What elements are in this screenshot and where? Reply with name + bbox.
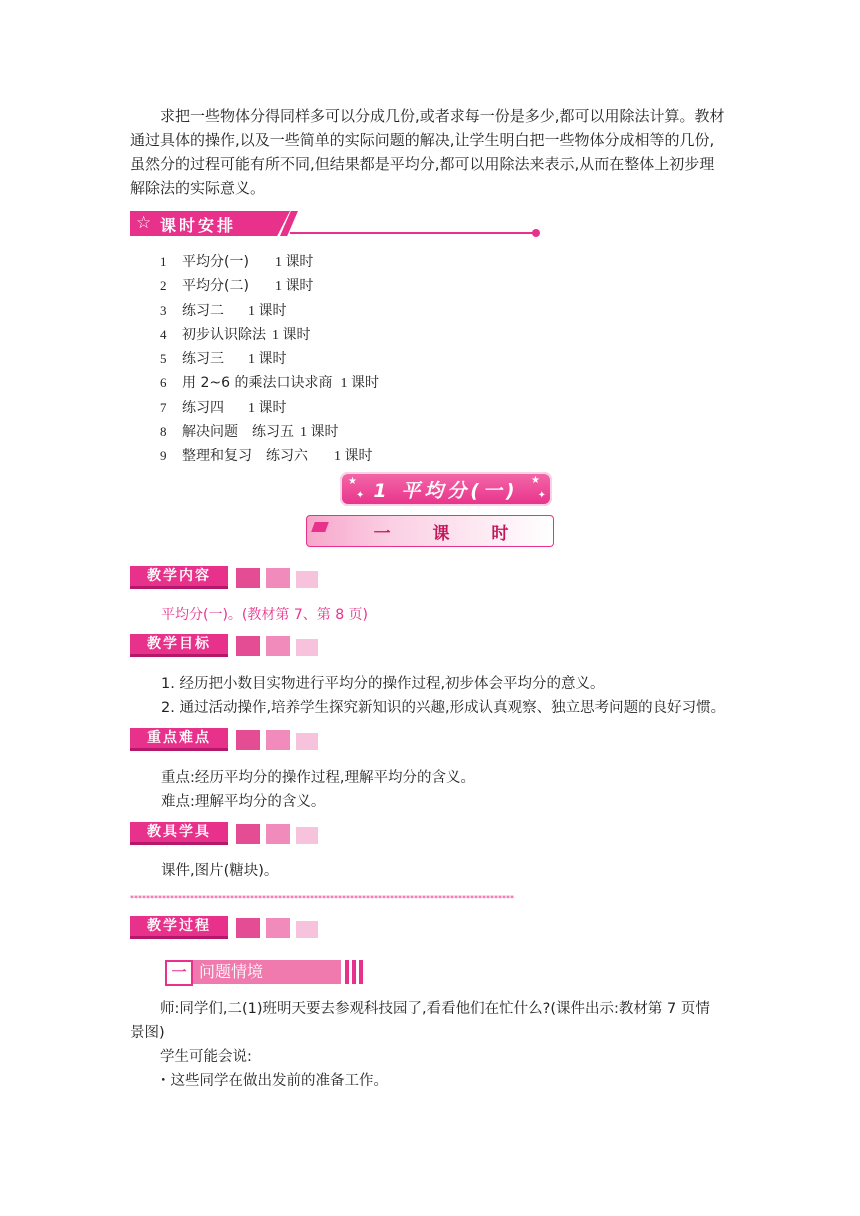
intro-line: 通过具体的操作,以及一些简单的实际问题的解决,让学生明白把一些物体分成相等的几份, <box>130 131 715 149</box>
teacher-line: 师:同学们,二(1)班明天要去参观科技园了,看看他们在忙什么?(课件出示:教材第 7 页情 <box>160 1001 710 1017</box>
schedule-row: 3 练习二 1 课时 <box>160 302 287 319</box>
banner-dot <box>532 229 540 237</box>
sparkle-icon: ✦ <box>537 490 546 501</box>
schedule-list <box>160 250 379 469</box>
intro-line: 解除法的实际意义。 <box>130 179 266 197</box>
star-divider: ************************************************************************************************ <box>130 894 514 903</box>
problem-number: 一 <box>165 960 193 986</box>
schedule-row: 1 平均分(一) 1 课时 <box>160 254 314 270</box>
star-icon: ☆ <box>136 213 152 233</box>
schedule-banner <box>130 211 410 239</box>
schedule-row: 7 练习四 1 课时 <box>160 399 287 416</box>
problem-title: 问题情境 <box>193 960 341 984</box>
schedule-row: 9 整理和复习 练习六 1 课时 <box>160 448 373 465</box>
student-answer: ・这些同学在做出发前的准备工作。 <box>156 1073 388 1089</box>
schedule-row: 6 用 2~6 的乘法口诀求商 1 课时 <box>160 375 379 392</box>
sparkle-icon: ★ <box>348 476 357 487</box>
students-say: 学生可能会说: <box>160 1049 252 1065</box>
period-banner <box>306 515 554 547</box>
schedule-row: 8 解决问题 练习五 1 课时 <box>160 424 339 441</box>
schedule-row: 2 平均分(二) 1 课时 <box>160 278 314 295</box>
key-list <box>161 766 475 814</box>
schedule-banner-title: 课时安排 <box>160 216 237 235</box>
intro-paragraph <box>130 104 730 200</box>
key-item: 难点:理解平均分的含义。 <box>161 794 326 810</box>
tools-text: 课件,图片(糖块)。 <box>161 863 279 879</box>
lesson-title-banner <box>340 472 552 506</box>
dialogue <box>130 997 730 1093</box>
key-item: 重点:经历平均分的操作过程,理解平均分的含义。 <box>161 770 475 786</box>
goal-item: 2. 通过活动操作,培养学生探究新知识的兴趣,形成认真观察、独立思考问题的良好习惯。 <box>161 700 726 716</box>
intro-line: 虽然分的过程可能有所不同,但结果都是平均分,都可以用除法来表示,从而在整体上初步理 <box>130 155 715 173</box>
goals-list <box>161 672 725 720</box>
goal-item: 1. 经历把小数目实物进行平均分的操作过程,初步体会平均分的意义。 <box>161 676 605 692</box>
content-text: 平均分(一)。(教材第 7、第 8 页) <box>161 607 369 623</box>
schedule-row: 4 初步认识除法 1 课时 <box>160 326 311 343</box>
sparkle-icon: ★ <box>531 475 540 486</box>
schedule-row: 5 练习三 1 课时 <box>160 351 287 368</box>
period-label: 一 课 时 <box>373 524 527 544</box>
teacher-line: 景图) <box>130 1025 165 1041</box>
sparkle-icon: ✦ <box>356 490 365 501</box>
lesson-title: 1 平均分(一) <box>373 480 519 502</box>
intro-line: 求把一些物体分得同样多可以分成几份,或者求每一份是多少,都可以用除法计算。教材 <box>160 107 725 125</box>
problem-heading <box>165 960 365 984</box>
